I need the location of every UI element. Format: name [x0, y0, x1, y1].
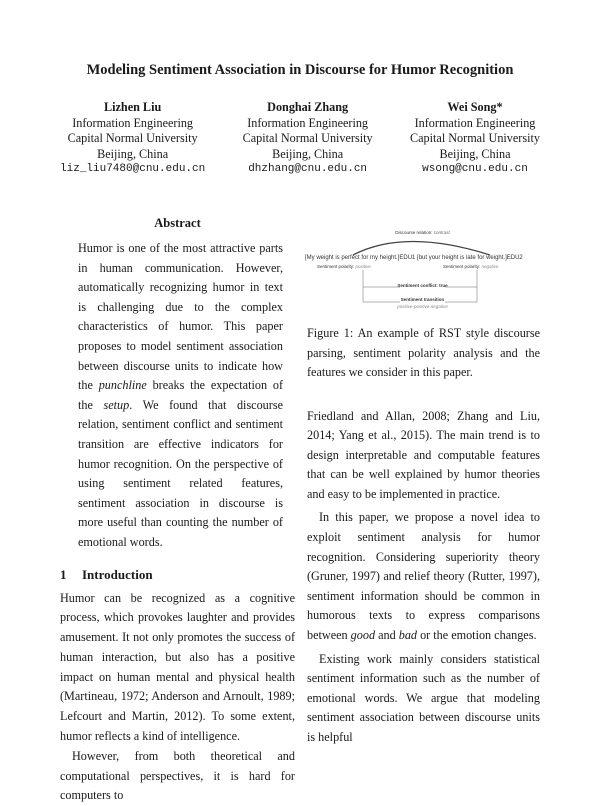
label: Sentiment polarity:	[317, 264, 356, 269]
value: positive	[355, 264, 371, 269]
abstract-heading: Abstract	[154, 216, 201, 230]
author-dept: Information Engineering	[414, 115, 536, 130]
right-paragraph-1: Friedland and Allan, 2008; Zhang and Liu, 2014; Yang et al., 2015). The main trend is to design interpretable and computable features that can be well explained by humor theories and easy to be implemented in practice.	[307, 408, 540, 501]
author-1	[60, 100, 205, 178]
author-email: dhzhang@cnu.edu.cn	[248, 163, 368, 175]
paper-title: Modeling Sentiment Association in Discourse for Humor Recognition	[86, 62, 514, 78]
abstract-text: breaks the expectation of the	[78, 378, 283, 412]
figure-discourse-relation	[305, 230, 540, 235]
author-email: wsong@cnu.edu.cn	[422, 163, 528, 175]
section-number: 1	[60, 566, 67, 582]
figure-polarity-right	[443, 264, 499, 269]
author-email: liz_liu7480@cnu.edu.cn	[60, 163, 206, 175]
author-name: Donghai Zhang	[267, 100, 349, 114]
author-univ: Capital Normal University	[67, 131, 198, 145]
intro-paragraph-1: Humor can be recognized as a cognitive process, which provokes laughter and provides amusement. It not only promotes the success of human interaction, but also has a positive impact on human mental and physical health (Martineau, 1972; Anderson and Arnoult, 1989; Lefcourt and Martin, 2012). To some extent, humor reflects a kind of intelligence.	[60, 590, 295, 744]
figure-transition-value	[305, 304, 540, 309]
figure-sentiment-transition: Sentiment transition	[400, 297, 445, 302]
author-location: Beijing, China	[439, 146, 511, 161]
right-column	[307, 324, 540, 752]
author-name: Wei Song*	[447, 100, 503, 114]
abstract-body	[60, 239, 295, 553]
figure-sentence: [My weight is perfect for my height.]EDU1 [but your height is late for weight.]EDU2	[305, 255, 523, 261]
author-block	[60, 100, 540, 178]
figure-polarity-left	[317, 264, 371, 269]
author-dept: Information Engineering	[247, 115, 369, 130]
text: or the emotion changes.	[417, 628, 537, 643]
intro-paragraph-2: However, from both theoretical and computational perspectives, it is hard for computers to	[60, 748, 295, 803]
text: In this paper, we propose a novel idea to exploit sentiment analysis for humor recognition. Considering superiority theory (Gruner, 1997) and relief theory (Rutter, 1997), sentiment information should be common in humorous texts to express comparisons between	[307, 510, 540, 643]
figure-1	[305, 226, 540, 318]
section-heading-introduction	[60, 565, 295, 585]
right-paragraph-3: Existing work mainly considers statistical sentiment information such as the number of emotional words. We argue that modeling sentiment association between discourse units is helpful	[307, 651, 540, 744]
italic-good: good	[350, 628, 376, 643]
abstract-text: Humor is one of the most attractive parts in human communication. However, automatically recognizing humor in text is challenging due to the complex characteristics of humor. This paper proposes to model sentiment association between discourse units to indicate how the	[78, 241, 283, 393]
value: positive-positive-negative	[397, 304, 448, 309]
figure-caption: Figure 1: An example of RST style discourse parsing, sentiment polarity analysis and the features we consider in this paper.	[307, 326, 540, 379]
label: Discourse relation:	[395, 230, 434, 235]
value: contrast	[433, 230, 450, 235]
abstract-text: . We found that discourse relation, sentiment conflict and sentiment transition are effective indicators for humor recognition. On the perspective of using sentiment related features, sentiment association in discourse is more useful than counting the number of emotional words.	[78, 397, 283, 549]
italic-bad: bad	[398, 628, 418, 643]
author-location: Beijing, China	[97, 146, 169, 161]
author-dept: Information Engineering	[72, 115, 194, 130]
left-column	[60, 213, 295, 806]
abstract-italic-setup: setup	[103, 397, 130, 412]
abstract-italic-punchline: punchline	[98, 378, 147, 393]
author-location: Beijing, China	[272, 146, 344, 161]
figure-sentiment-conflict: Sentiment conflict: true	[397, 283, 448, 288]
label: Sentiment polarity:	[443, 264, 482, 269]
text: and	[375, 628, 399, 643]
value: negative	[481, 264, 499, 269]
author-univ: Capital Normal University	[242, 131, 373, 145]
author-2	[243, 100, 373, 178]
author-3	[410, 100, 540, 178]
section-title: Introduction	[82, 566, 153, 582]
author-name: Lizhen Liu	[104, 100, 162, 114]
author-univ: Capital Normal University	[410, 131, 540, 145]
right-paragraph-2	[307, 508, 540, 645]
